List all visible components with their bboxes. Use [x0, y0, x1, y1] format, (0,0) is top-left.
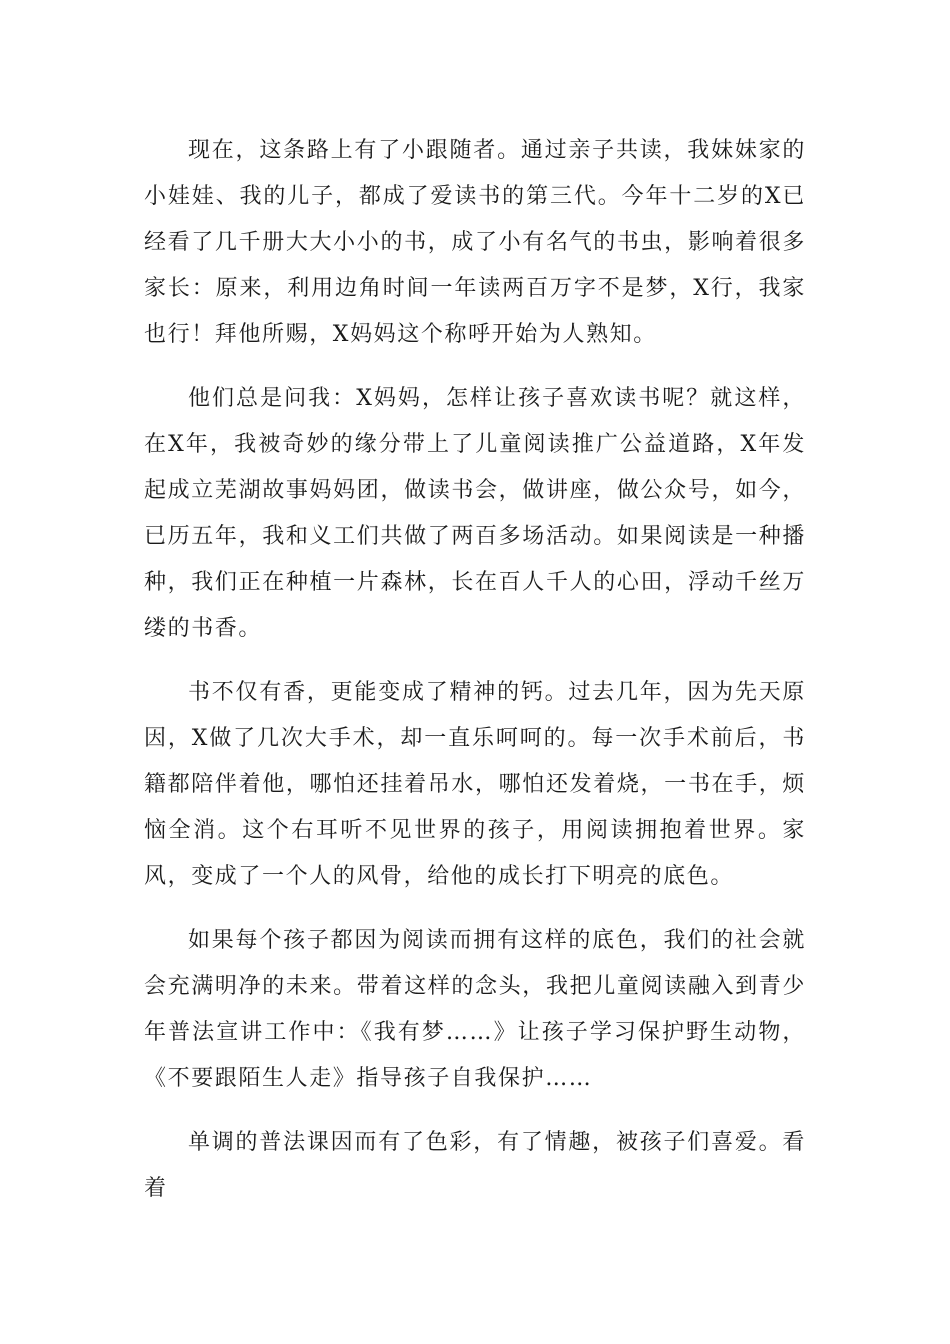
paragraph: 单调的普法课因而有了色彩，有了情趣，被孩子们喜爱。看着 — [144, 1130, 806, 1201]
paragraph: 如果每个孩子都因为阅读而拥有这样的底色，我们的社会就会充满明净的未来。带着这样的念头，我把儿童阅读融入到青少年普法宣讲工作中：《我有梦……》让孩子学习保护野生动物，《不要跟陌生人走》指导孩子自我保护…… — [144, 928, 806, 1091]
paragraph: 现在，这条路上有了小跟随者。通过亲子共读，我妹妹家的小娃娃、我的儿子，都成了爱读书的第三代。今年十二岁的X已经看了几千册大大小小的书，成了小有名气的书虫，影响着很多家长：原来，利用边角时间一年读两百万字不是梦，X行，我家也行！拜他所赐，X妈妈这个称呼开始为人熟知。 — [144, 138, 806, 347]
paragraph: 他们总是问我：X妈妈，怎样让孩子喜欢读书呢？就这样，在X年，我被奇妙的缘分带上了儿童阅读推广公益道路，X年发起成立芜湖故事妈妈团，做读书会，做讲座，做公众号，如今，已历五年，我和义工们共做了两百多场活动。如果阅读是一种播种，我们正在种植一片森林，长在百人千人的心田，浮动千丝万缕的书香。 — [144, 386, 806, 641]
paragraph: 书不仅有香，更能变成了精神的钙。过去几年，因为先天原因，X做了几次大手术，却一直乐呵呵的。每一次手术前后，书籍都陪伴着他，哪怕还挂着吊水，哪怕还发着烧，一书在手，烦恼全消。这个右耳听不见世界的孩子，用阅读拥抱着世界。家风，变成了一个人的风骨，给他的成长打下明亮的底色。 — [144, 680, 806, 889]
document-body — [144, 128, 806, 1212]
